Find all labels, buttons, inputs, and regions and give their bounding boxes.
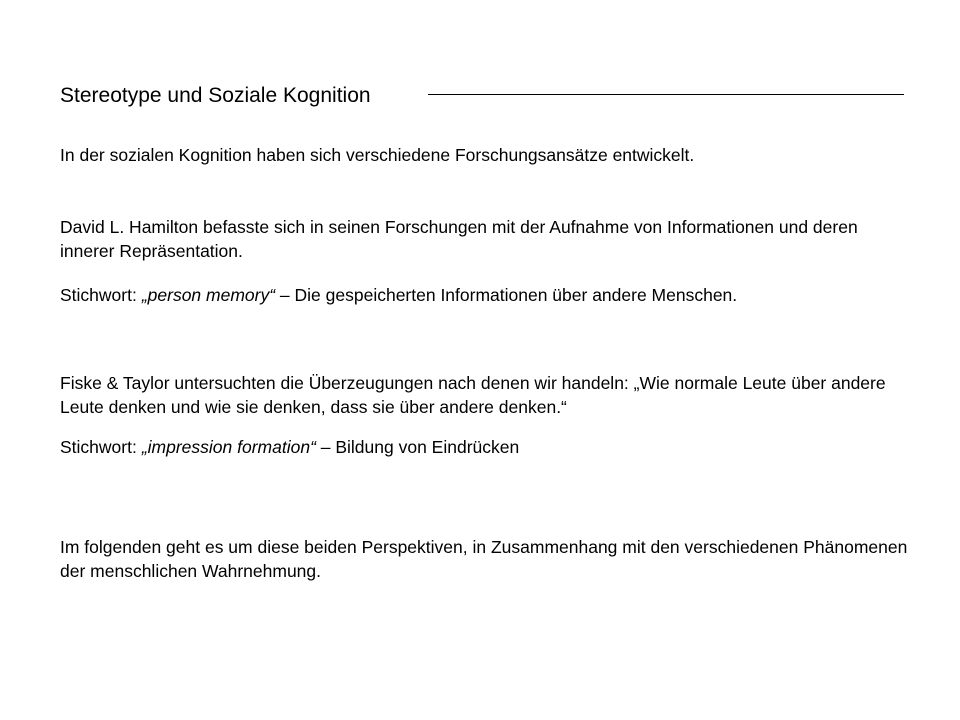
keyword-explanation: – Bildung von Eindrücken (315, 437, 520, 457)
slide-title: Stereotype und Soziale Kognition (60, 84, 371, 107)
title-divider-line (428, 94, 904, 95)
keyword-label: Stichwort: (60, 285, 137, 305)
outro-paragraph: Im folgenden geht es um diese beiden Perspektiven, in Zusammenhang mit den verschiedenen Phänomenen der menschlichen Wahrnehmung. (60, 537, 908, 581)
keyword-description (142, 435, 910, 459)
keyword-term: „person memory“ (141, 285, 276, 305)
keyword-person-memory (60, 283, 910, 307)
keyword-description (142, 283, 910, 307)
intro-paragraph: In der sozialen Kognition haben sich verschiedene Forschungsansätze entwickelt. (60, 145, 695, 165)
fiske-taylor-paragraph: Fiske & Taylor untersuchten die Überzeugungen nach denen wir handeln: „Wie normale Leute über andere Leute denken und wie sie denken, dass sie über andere denken.“ (60, 373, 886, 417)
keyword-term: „impression formation“ (141, 437, 316, 457)
hamilton-paragraph: David L. Hamilton befasste sich in seinen Forschungen mit der Aufnahme von Informationen und deren innerer Repräsentation. (60, 217, 858, 261)
keyword-impression-formation (60, 435, 910, 459)
keyword-label: Stichwort: (60, 437, 137, 457)
keyword-explanation: – Die gespeicherten Informationen über andere Menschen. (275, 285, 738, 305)
